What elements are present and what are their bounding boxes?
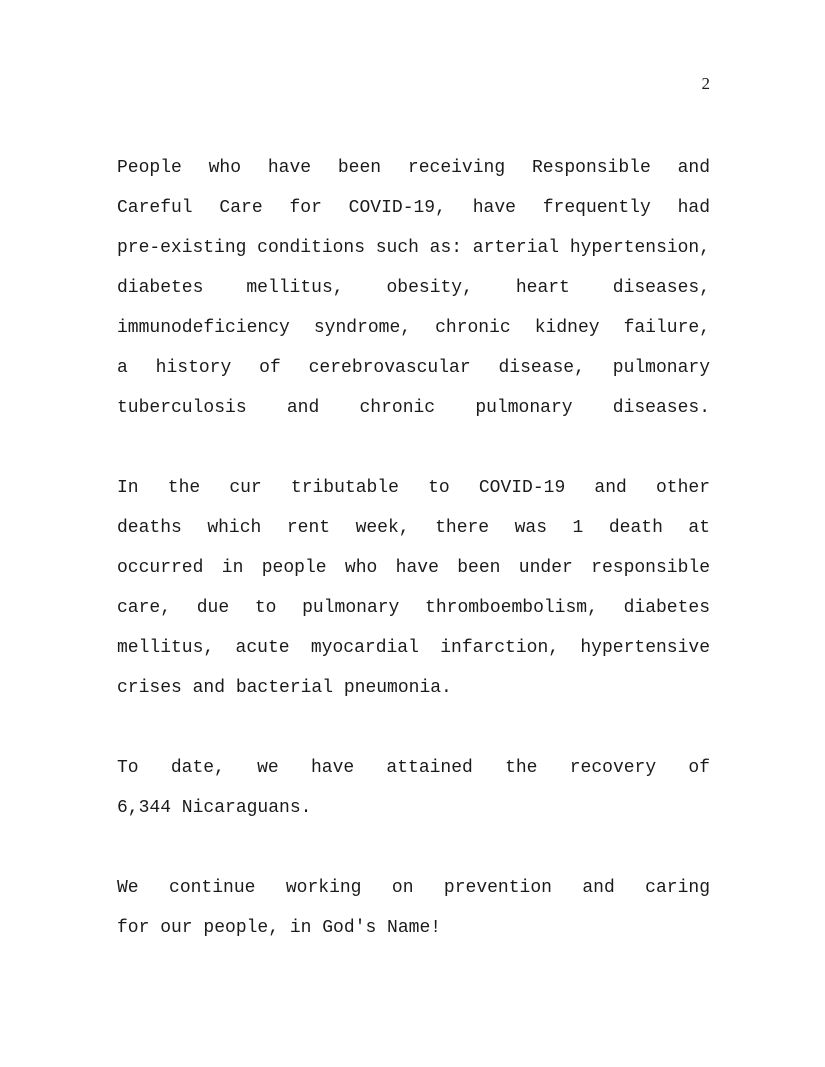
paragraph xyxy=(117,868,710,948)
text-line: We continue working on prevention and caring xyxy=(117,878,710,898)
page-number: 2 xyxy=(701,74,710,93)
text-line: immunodeficiency syndrome, chronic kidney failure, xyxy=(117,318,710,338)
text-line: diabetes mellitus, obesity, heart diseases, xyxy=(117,278,710,298)
text-line: In the cur tributable to COVID-19 and other xyxy=(117,478,710,498)
paragraph xyxy=(117,748,710,828)
text-line: Careful Care for COVID-19, have frequently had xyxy=(117,198,710,218)
text-line: To date, we have attained the recovery of xyxy=(117,758,710,778)
text-line: pre-existing conditions such as: arterial hypertension, xyxy=(117,238,710,258)
paragraph xyxy=(117,148,710,428)
text-line: care, due to pulmonary thromboembolism, diabetes xyxy=(117,598,710,618)
text-line: deaths which rent week, there was 1 death at xyxy=(117,518,710,538)
text-line: People who have been receiving Responsible and xyxy=(117,158,710,178)
text-line: tuberculosis and chronic pulmonary diseases. xyxy=(117,398,710,418)
paragraph xyxy=(117,468,710,708)
text-line: mellitus, acute myocardial infarction, hypertensive xyxy=(117,638,710,658)
text-line: a history of cerebrovascular disease, pulmonary xyxy=(117,358,710,378)
text-line: occurred in people who have been under responsible xyxy=(117,558,710,578)
text-line: crises and bacterial pneumonia. xyxy=(117,678,452,698)
document-body xyxy=(117,148,710,948)
text-line: 6,344 Nicaraguans. xyxy=(117,798,312,818)
text-line: for our people, in God's Name! xyxy=(117,918,442,938)
